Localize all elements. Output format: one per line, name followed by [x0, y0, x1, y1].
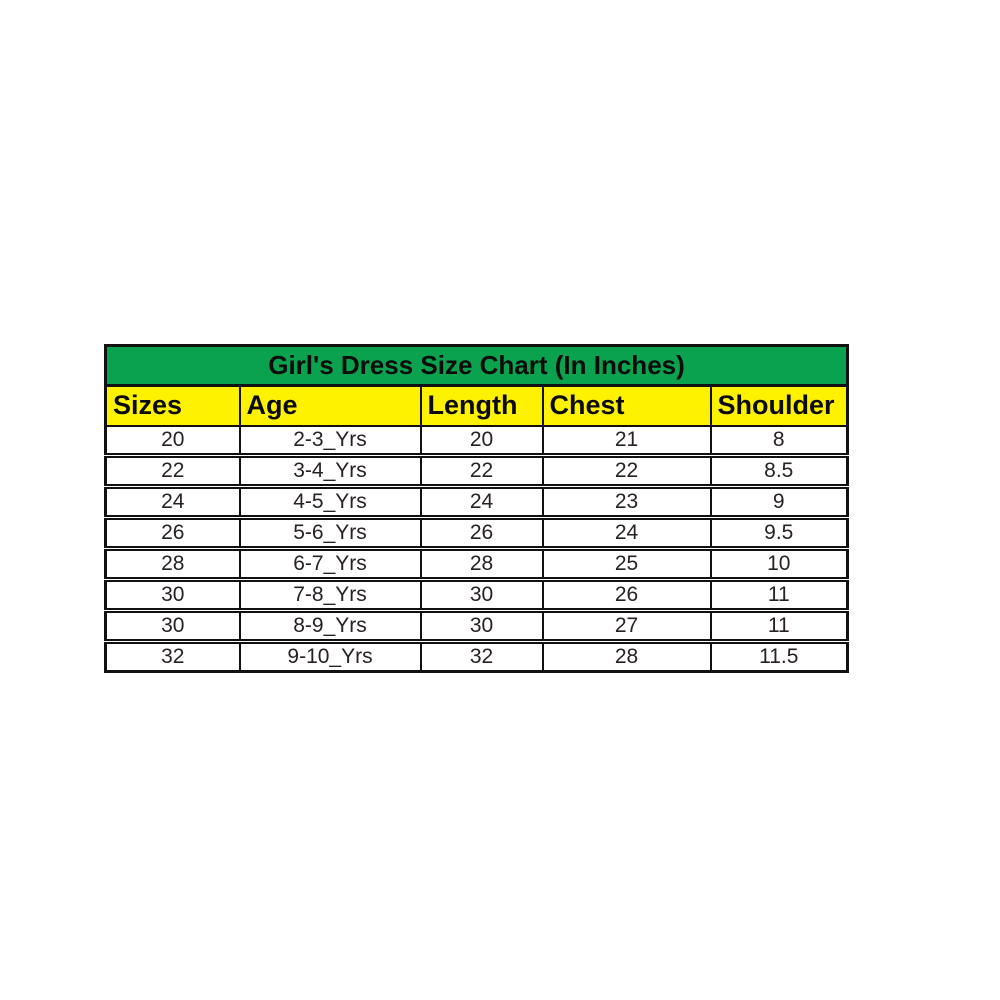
- table-row: [106, 549, 848, 580]
- table-cell: 20: [421, 426, 543, 456]
- table-cell: 21: [543, 426, 711, 456]
- table-cell: 8-9_Yrs: [240, 611, 421, 642]
- table-cell: 26: [421, 518, 543, 549]
- table-row: [106, 611, 848, 642]
- table-cell: 26: [106, 518, 240, 549]
- table-title: Girl's Dress Size Chart (In Inches): [106, 346, 848, 386]
- column-header-shoulder: Shoulder: [711, 386, 848, 427]
- table-cell: 22: [421, 456, 543, 487]
- table-cell: 9: [711, 487, 848, 518]
- table-cell: 30: [106, 611, 240, 642]
- table-cell: 32: [421, 642, 543, 672]
- table-cell: 6-7_Yrs: [240, 549, 421, 580]
- table-cell: 23: [543, 487, 711, 518]
- table-cell: 28: [543, 642, 711, 672]
- table-cell: 9-10_Yrs: [240, 642, 421, 672]
- table-cell: 30: [421, 580, 543, 611]
- table-cell: 5-6_Yrs: [240, 518, 421, 549]
- table-body: [106, 426, 848, 672]
- table-cell: 28: [421, 549, 543, 580]
- table-cell: 24: [421, 487, 543, 518]
- table-cell: 4-5_Yrs: [240, 487, 421, 518]
- table-cell: 27: [543, 611, 711, 642]
- column-header-chest: Chest: [543, 386, 711, 427]
- table-cell: 11.5: [711, 642, 848, 672]
- table-cell: 30: [106, 580, 240, 611]
- table-cell: 10: [711, 549, 848, 580]
- table-cell: 8: [711, 426, 848, 456]
- table-cell: 25: [543, 549, 711, 580]
- header-row: [106, 386, 848, 427]
- table-row: [106, 580, 848, 611]
- table-cell: 11: [711, 580, 848, 611]
- table-row: [106, 642, 848, 672]
- table-cell: 24: [106, 487, 240, 518]
- table-row: [106, 456, 848, 487]
- table-cell: 22: [106, 456, 240, 487]
- table-row: [106, 487, 848, 518]
- table-cell: 24: [543, 518, 711, 549]
- table-cell: 8.5: [711, 456, 848, 487]
- table-cell: 32: [106, 642, 240, 672]
- table-cell: 11: [711, 611, 848, 642]
- column-header-length: Length: [421, 386, 543, 427]
- table-cell: 26: [543, 580, 711, 611]
- table-cell: 9.5: [711, 518, 848, 549]
- column-header-age: Age: [240, 386, 421, 427]
- table-cell: 22: [543, 456, 711, 487]
- column-header-sizes: Sizes: [106, 386, 240, 427]
- table-row: [106, 426, 848, 456]
- table-cell: 28: [106, 549, 240, 580]
- table-cell: 7-8_Yrs: [240, 580, 421, 611]
- table-cell: 30: [421, 611, 543, 642]
- table-cell: 2-3_Yrs: [240, 426, 421, 456]
- table-cell: 20: [106, 426, 240, 456]
- title-row: [106, 346, 848, 386]
- size-chart-table: [104, 344, 849, 673]
- table-row: [106, 518, 848, 549]
- table-cell: 3-4_Yrs: [240, 456, 421, 487]
